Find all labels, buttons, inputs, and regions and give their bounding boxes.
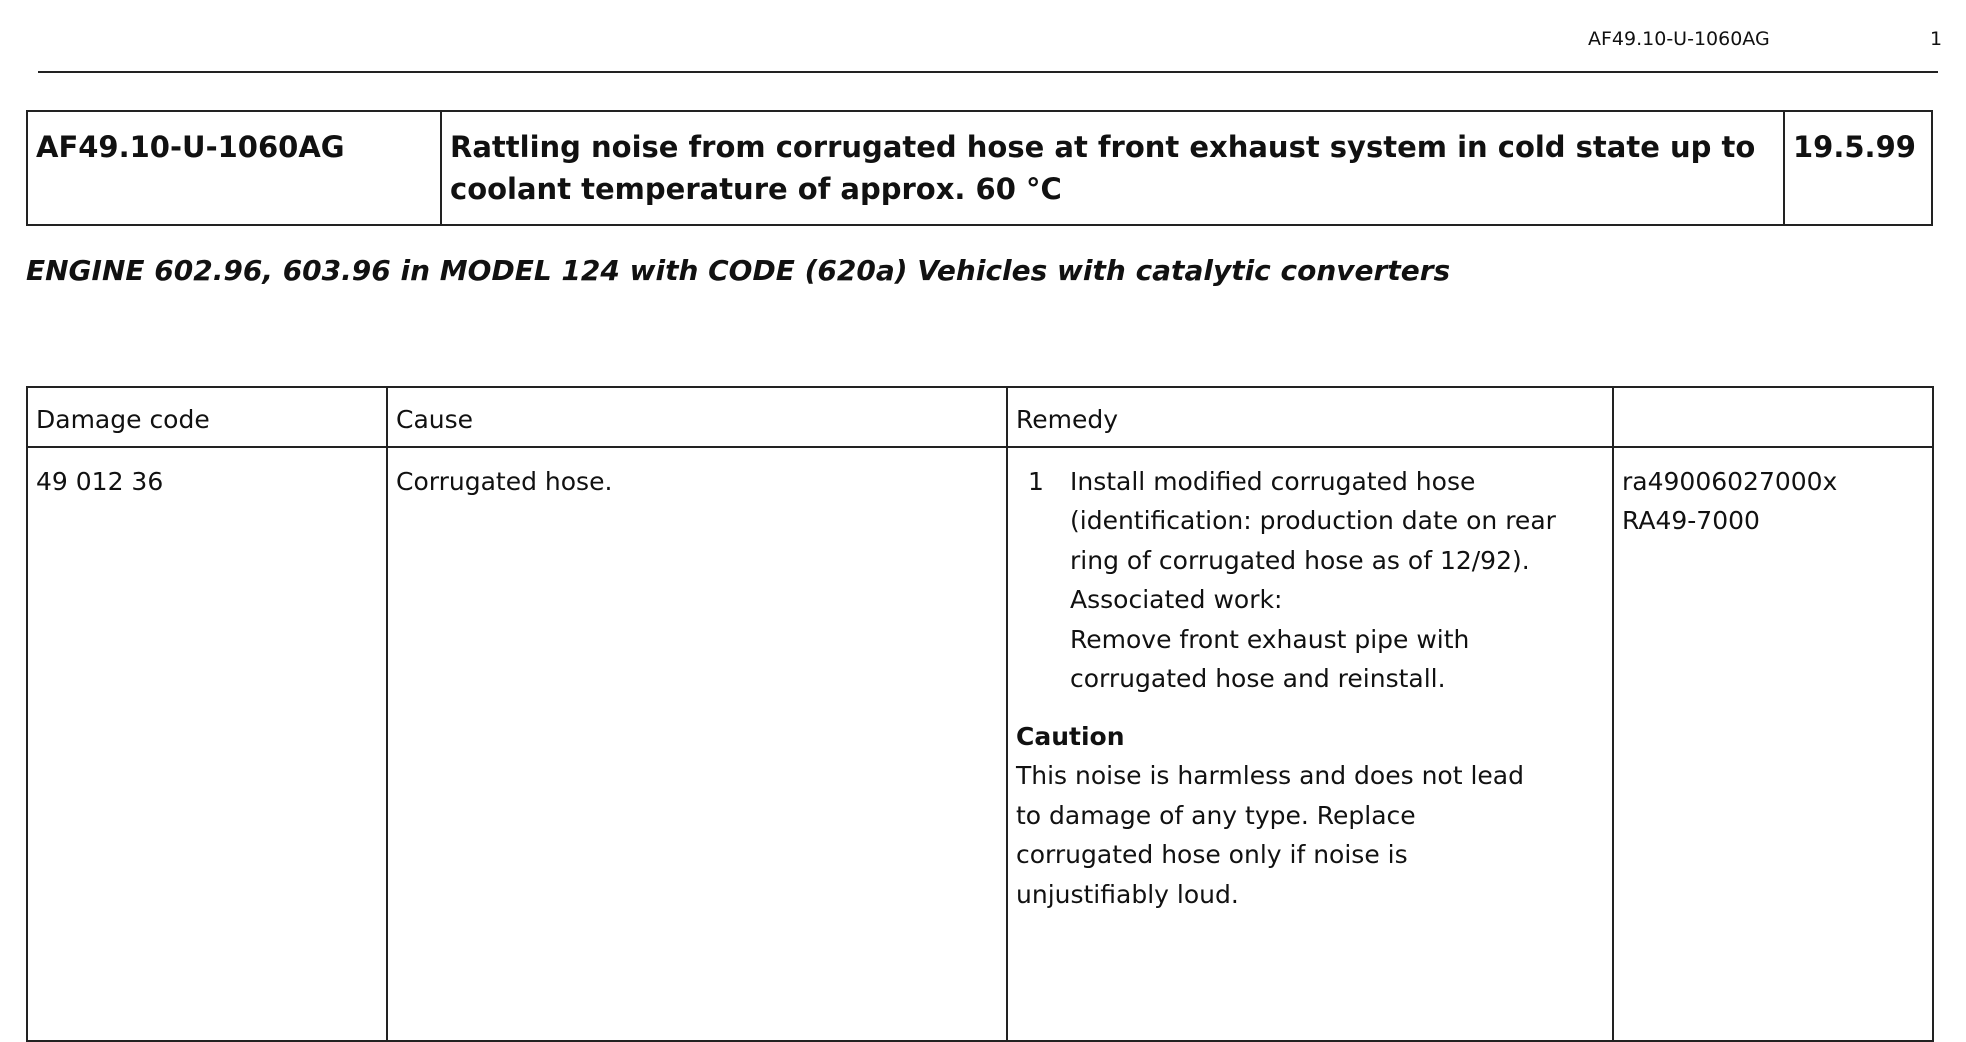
cause-cell: Corrugated hose. <box>387 447 1007 1041</box>
remedy-associated-label: Associated work: <box>1070 585 1283 614</box>
applicability-line: ENGINE 602.96, 603.96 in MODEL 124 with CODE (620a) Vehicles with catalytic converters <box>26 254 1451 287</box>
header-rule <box>38 71 1938 73</box>
title-block <box>26 110 1933 226</box>
header-damage-code: Damage code <box>27 387 387 447</box>
damage-code-cell: 49 012 36 <box>27 447 387 1041</box>
caution-title: Caution <box>1016 721 1125 751</box>
document-title: Rattling noise from corrugated hose at front exhaust system in cold state up to coolant temperature of approx. 60 °C <box>441 111 1784 225</box>
header-doc-code: AF49.10-U-1060AG <box>1588 28 1770 50</box>
header-reference <box>1613 387 1933 447</box>
header-remedy: Remedy <box>1007 387 1613 447</box>
damage-table <box>26 386 1934 1042</box>
reference-figure-code: RA49-7000 <box>1622 506 1760 535</box>
reference-cell <box>1613 447 1933 1041</box>
remedy-step-instruction: Install modified corrugated hose (identification: production date on rear ring of corrugated hose as of 12/92). <box>1070 466 1556 575</box>
table-header-row <box>27 387 1933 447</box>
table-row <box>27 447 1933 1041</box>
remedy-associated-work: Remove front exhaust pipe with corrugated hose and reinstall. <box>1070 624 1470 693</box>
remedy-cell <box>1007 447 1613 1041</box>
document-date: 19.5.99 <box>1784 111 1932 225</box>
page-number: 1 <box>1930 28 1943 50</box>
header-cause: Cause <box>387 387 1007 447</box>
remedy-step-number: 1 <box>1028 466 1044 496</box>
reference-image-code: ra49006027000x <box>1622 466 1838 496</box>
remedy-step-body <box>1070 462 1604 699</box>
document-code: AF49.10-U-1060AG <box>27 111 441 225</box>
remedy-step <box>1016 462 1604 699</box>
caution-text: This noise is harmless and does not lead to damage of any type. Replace corrugated hose only if noise is unjustifiably loud. <box>1016 761 1524 909</box>
